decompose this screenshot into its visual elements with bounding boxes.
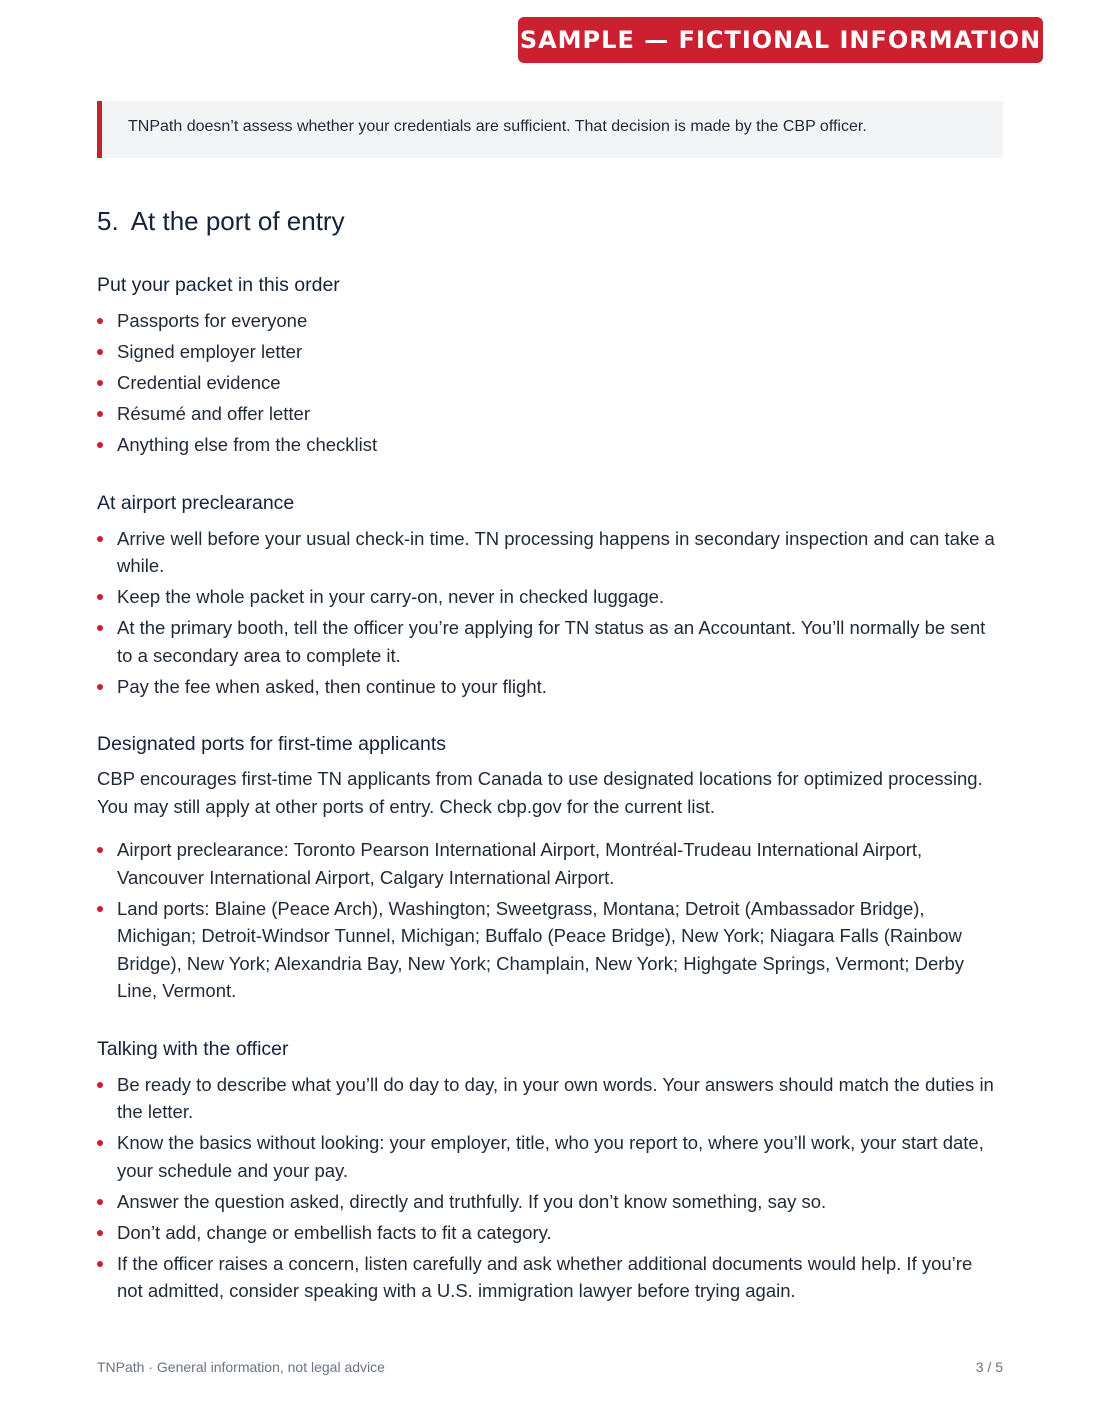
page-number: 3 / 5 bbox=[975, 1359, 1003, 1375]
bullet-icon bbox=[97, 906, 103, 912]
list-item bbox=[97, 1071, 1003, 1126]
list-item-text: Don’t add, change or embellish facts to fit a category. bbox=[117, 1221, 552, 1243]
bullet-icon bbox=[97, 318, 103, 324]
list-item bbox=[97, 673, 1003, 701]
list-item-text: At the primary booth, tell the officer you’re applying for TN status as an Accountant. You’ll normally be sent to a secondary area to complete it. bbox=[117, 617, 986, 666]
sample-badge: SAMPLE — FICTIONAL INFORMATION bbox=[518, 17, 1043, 63]
list-item-text: Passports for everyone bbox=[117, 310, 308, 331]
bullet-icon bbox=[97, 594, 103, 600]
list-item bbox=[97, 431, 1003, 459]
list-item bbox=[97, 836, 1003, 891]
page-footer bbox=[97, 1358, 1003, 1376]
preclearance-list bbox=[97, 525, 1003, 701]
page-content bbox=[97, 101, 1003, 1308]
list-item bbox=[97, 1129, 1003, 1184]
list-item bbox=[97, 1250, 1003, 1305]
list-item-text: Résumé and offer letter bbox=[117, 403, 310, 424]
list-item-text: Keep the whole packet in your carry-on, never in checked luggage. bbox=[117, 586, 665, 607]
bullet-icon bbox=[97, 536, 103, 542]
list-item-text: Signed employer letter bbox=[117, 341, 303, 362]
list-item-text: Be ready to describe what you’ll do day to day, in your own words. Your answers should match the duties in the letter. bbox=[117, 1073, 994, 1122]
ports-intro: CBP encourages first-time TN applicants from Canada to use designated locations for optimized processing. You may still apply at other ports of entry. Check cbp.gov for the current list. bbox=[97, 768, 983, 817]
list-item-text: Credential evidence bbox=[117, 372, 281, 393]
bullet-icon bbox=[97, 684, 103, 690]
section-number: 5. bbox=[97, 206, 119, 236]
bullet-icon bbox=[97, 1140, 103, 1146]
footer-note: TNPath · General information, not legal advice bbox=[97, 1359, 385, 1375]
officer-list bbox=[97, 1071, 1003, 1305]
list-item bbox=[97, 1219, 1003, 1247]
list-item-text: Airport preclearance: Toronto Pearson International Airport, Montréal-Trudeau International Airport, Vancouver International Airport, Calgary International Airport. bbox=[117, 839, 923, 888]
bullet-icon bbox=[97, 349, 103, 355]
section-title: At the port of entry bbox=[130, 206, 345, 236]
bullet-icon bbox=[97, 380, 103, 386]
disclaimer-callout: TNPath doesn’t assess whether your credentials are sufficient. That decision is made by the CBP officer. bbox=[97, 101, 1003, 158]
bullet-icon bbox=[97, 625, 103, 631]
list-item-text: Pay the fee when asked, then continue to your flight. bbox=[117, 675, 547, 697]
list-item bbox=[97, 1188, 1003, 1216]
list-item bbox=[97, 400, 1003, 428]
list-item-text: If the officer raises a concern, listen carefully and ask whether additional documents would help. If you’re not admitted, consider speaking with a U.S. immigration lawyer before trying again. bbox=[117, 1252, 973, 1301]
bullet-icon bbox=[97, 1082, 103, 1088]
officer-heading: Talking with the officer bbox=[97, 1037, 289, 1060]
packet-heading: Put your packet in this order bbox=[97, 274, 340, 296]
list-item-text: Arrive well before your usual check-in time. TN processing happens in secondary inspection and can take a while. bbox=[117, 527, 995, 576]
list-item-text: Answer the question asked, directly and truthfully. If you don’t know something, say so. bbox=[117, 1190, 827, 1212]
list-item bbox=[97, 525, 1003, 580]
list-item-text: Know the basics without looking: your employer, title, who you report to, where you’ll work, your start date, your schedule and your pay. bbox=[117, 1132, 984, 1181]
packet-list bbox=[97, 307, 1003, 459]
list-item-text: Anything else from the checklist bbox=[117, 434, 378, 455]
list-item bbox=[97, 307, 1003, 335]
bullet-icon bbox=[97, 442, 103, 448]
list-item-text: Land ports: Blaine (Peace Arch), Washington; Sweetgrass, Montana; Detroit (Ambassador Bridge), Michigan; Detroit-Windsor Tunnel, Michigan; Buffalo (Peace Bridge), New York; Niagara Falls (Rainbow Bridge), New York; Alexandria Bay, New York; Champlain, New York; Highgate Springs, Vermont; Derby Line, Vermont. bbox=[117, 897, 964, 1001]
preclearance-heading: At airport preclearance bbox=[97, 491, 295, 514]
list-item bbox=[97, 895, 1003, 1005]
ports-list bbox=[97, 836, 1003, 1005]
list-item bbox=[97, 614, 1003, 669]
list-item bbox=[97, 338, 1003, 366]
list-item bbox=[97, 369, 1003, 397]
bullet-icon bbox=[97, 1230, 103, 1236]
ports-heading: Designated ports for first-time applicants bbox=[97, 733, 446, 755]
section-heading bbox=[97, 203, 1003, 239]
list-item bbox=[97, 583, 1003, 611]
bullet-icon bbox=[97, 411, 103, 417]
bullet-icon bbox=[97, 1261, 103, 1267]
bullet-icon bbox=[97, 847, 103, 853]
bullet-icon bbox=[97, 1199, 103, 1205]
